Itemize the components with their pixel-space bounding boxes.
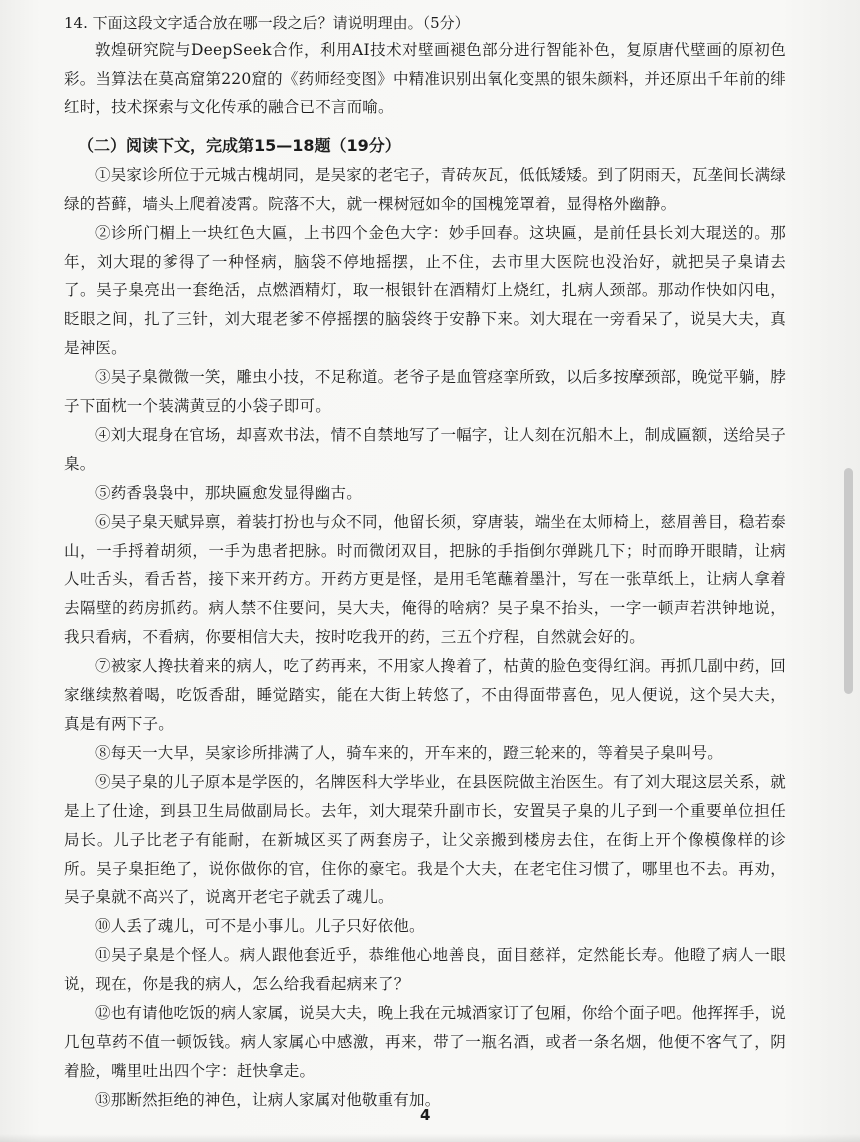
page-content <box>64 10 786 1115</box>
question-14-prompt: 14. 下面这段文字适合放在哪一段之后？请说明理由。（5分） <box>64 14 470 32</box>
reading-section-2 <box>64 131 786 1115</box>
paragraph-5: ⑤药香袅袅中，那块匾愈发显得幽古。 <box>95 483 362 502</box>
paragraph-10: ⑩人丢了魂儿，可不是小事儿。儿子只好依他。 <box>95 917 425 936</box>
paragraph-4: ④刘大琨身在官场，却喜欢书法，情不自禁地写了一幅字，让人刻在沉船木上，制成匾额，送给吴子臬。 <box>64 425 786 473</box>
scrollbar-thumb[interactable] <box>844 468 853 694</box>
page-bottom-edge <box>0 1134 860 1142</box>
page-number: 4 <box>420 1106 431 1124</box>
paragraph-8: ⑧每天一大早，吴家诊所排满了人，骑车来的，开车来的，蹬三轮来的，等着吴子臬叫号。 <box>95 743 724 762</box>
section-2-title: （二）阅读下文，完成第15—18题（19分） <box>78 135 401 155</box>
paragraph-12: ⑫也有请他吃饭的病人家属，说吴大夫，晚上我在元城酒家订了包厢，你给个面子吧。他挥挥手，说几包草药不值一顿饭钱。病人家属心中感激，再来，带了一瓶名酒，或者一条名烟，他便不客气了，阴着脸，嘴里吐出四个字：赶快拿走。 <box>64 1004 786 1080</box>
paragraph-13: ⑬那断然拒绝的神色，让病人家属对他敬重有加。 <box>95 1090 441 1109</box>
paragraph-9: ⑨吴子臬的儿子原本是学医的，名牌医科大学毕业，在县医院做主治医生。有了刘大琨这层关系，就是上了仕途，到县卫生局做副局长。去年，刘大琨荣升副市长，安置吴子臬的儿子到一个重要单位担任局长。儿子比老子有能耐，在新城区买了两套房子，让父亲搬到楼房去住，在街上开个像模像样的诊所。吴子臬拒绝了，说你做你的官，住你的豪宅。我是个大夫，在老宅住习惯了，哪里也不去。再劝，吴子臬就不高兴了，说离开老宅子就丢了魂儿。 <box>64 772 786 907</box>
paragraph-11: ⑪吴子臬是个怪人。病人跟他套近乎，恭维他心地善良，面目慈祥，定然能长寿。他瞪了病人一眼说，现在，你是我的病人，怎么给我看起病来了？ <box>64 946 786 994</box>
paragraph-3: ③吴子臬微微一笑，雕虫小技，不足称道。老爷子是血管痉挛所致，以后多按摩颈部，晚觉平躺，脖子下面枕一个装满黄豆的小袋子即可。 <box>64 368 786 416</box>
paragraph-1: ①吴家诊所位于元城古槐胡同，是吴家的老宅子，青砖灰瓦，低低矮矮。到了阴雨天，瓦垄间长满绿绿的苔藓，墙头上爬着凌霄。院落不大，就一棵树冠如伞的国槐笼罩着，显得格外幽静。 <box>64 165 786 213</box>
paragraph-7: ⑦被家人搀扶着来的病人，吃了药再来，不用家人搀着了，枯黄的脸色变得红润。再抓几副中药，回家继续熬着喝，吃饭香甜，睡觉踏实，能在大街上转悠了，不由得面带喜色，见人便说，这个吴大夫，真是有两下子。 <box>64 657 786 733</box>
question-14-passage: 敦煌研究院与DeepSeek合作，利用AI技术对壁画褪色部分进行智能补色，复原唐代壁画的原初色彩。当算法在莫高窟第220窟的《药师经变图》中精准识别出氧化变黑的银朱颜料，并还原出千年前的绯红时，技术探索与文化传承的融合已不言而喻。 <box>64 41 786 117</box>
paragraph-2: ②诊所门楣上一块红色大匾，上书四个金色大字：妙手回春。这块匾，是前任县长刘大琨送的。那年，刘大琨的爹得了一种怪病，脑袋不停地摇摆，止不住，去市里大医院也没治好，就把吴子臬请去了。吴子臬亮出一套绝活，点燃酒精灯，取一根银针在酒精灯上烧红，扎病人颈部。那动作快如闪电，眨眼之间，扎了三针，刘大琨老爹不停摇摆的脑袋终于安静下来。刘大琨在一旁看呆了，说吴大夫，真是神医。 <box>64 223 786 358</box>
paragraph-6: ⑥吴子臬天赋异禀，着装打扮也与众不同，他留长须，穿唐装，端坐在太师椅上，慈眉善目，稳若泰山，一手捋着胡须，一手为患者把脉。时而微闭双目，把脉的手指倒尔弹跳几下；时而睁开眼睛，让病人吐舌头，看舌苔，接下来开药方。开药方更是怪，是用毛笔蘸着墨汁，写在一张草纸上，让病人拿着去隔壁的药房抓药。病人禁不住要问，吴大夫，俺得的啥病？吴子臬不抬头，一字一顿声若洪钟地说，我只看病，不看病，你要相信大夫，按时吃我开的药，三五个疗程，自然就会好的。 <box>64 512 786 647</box>
